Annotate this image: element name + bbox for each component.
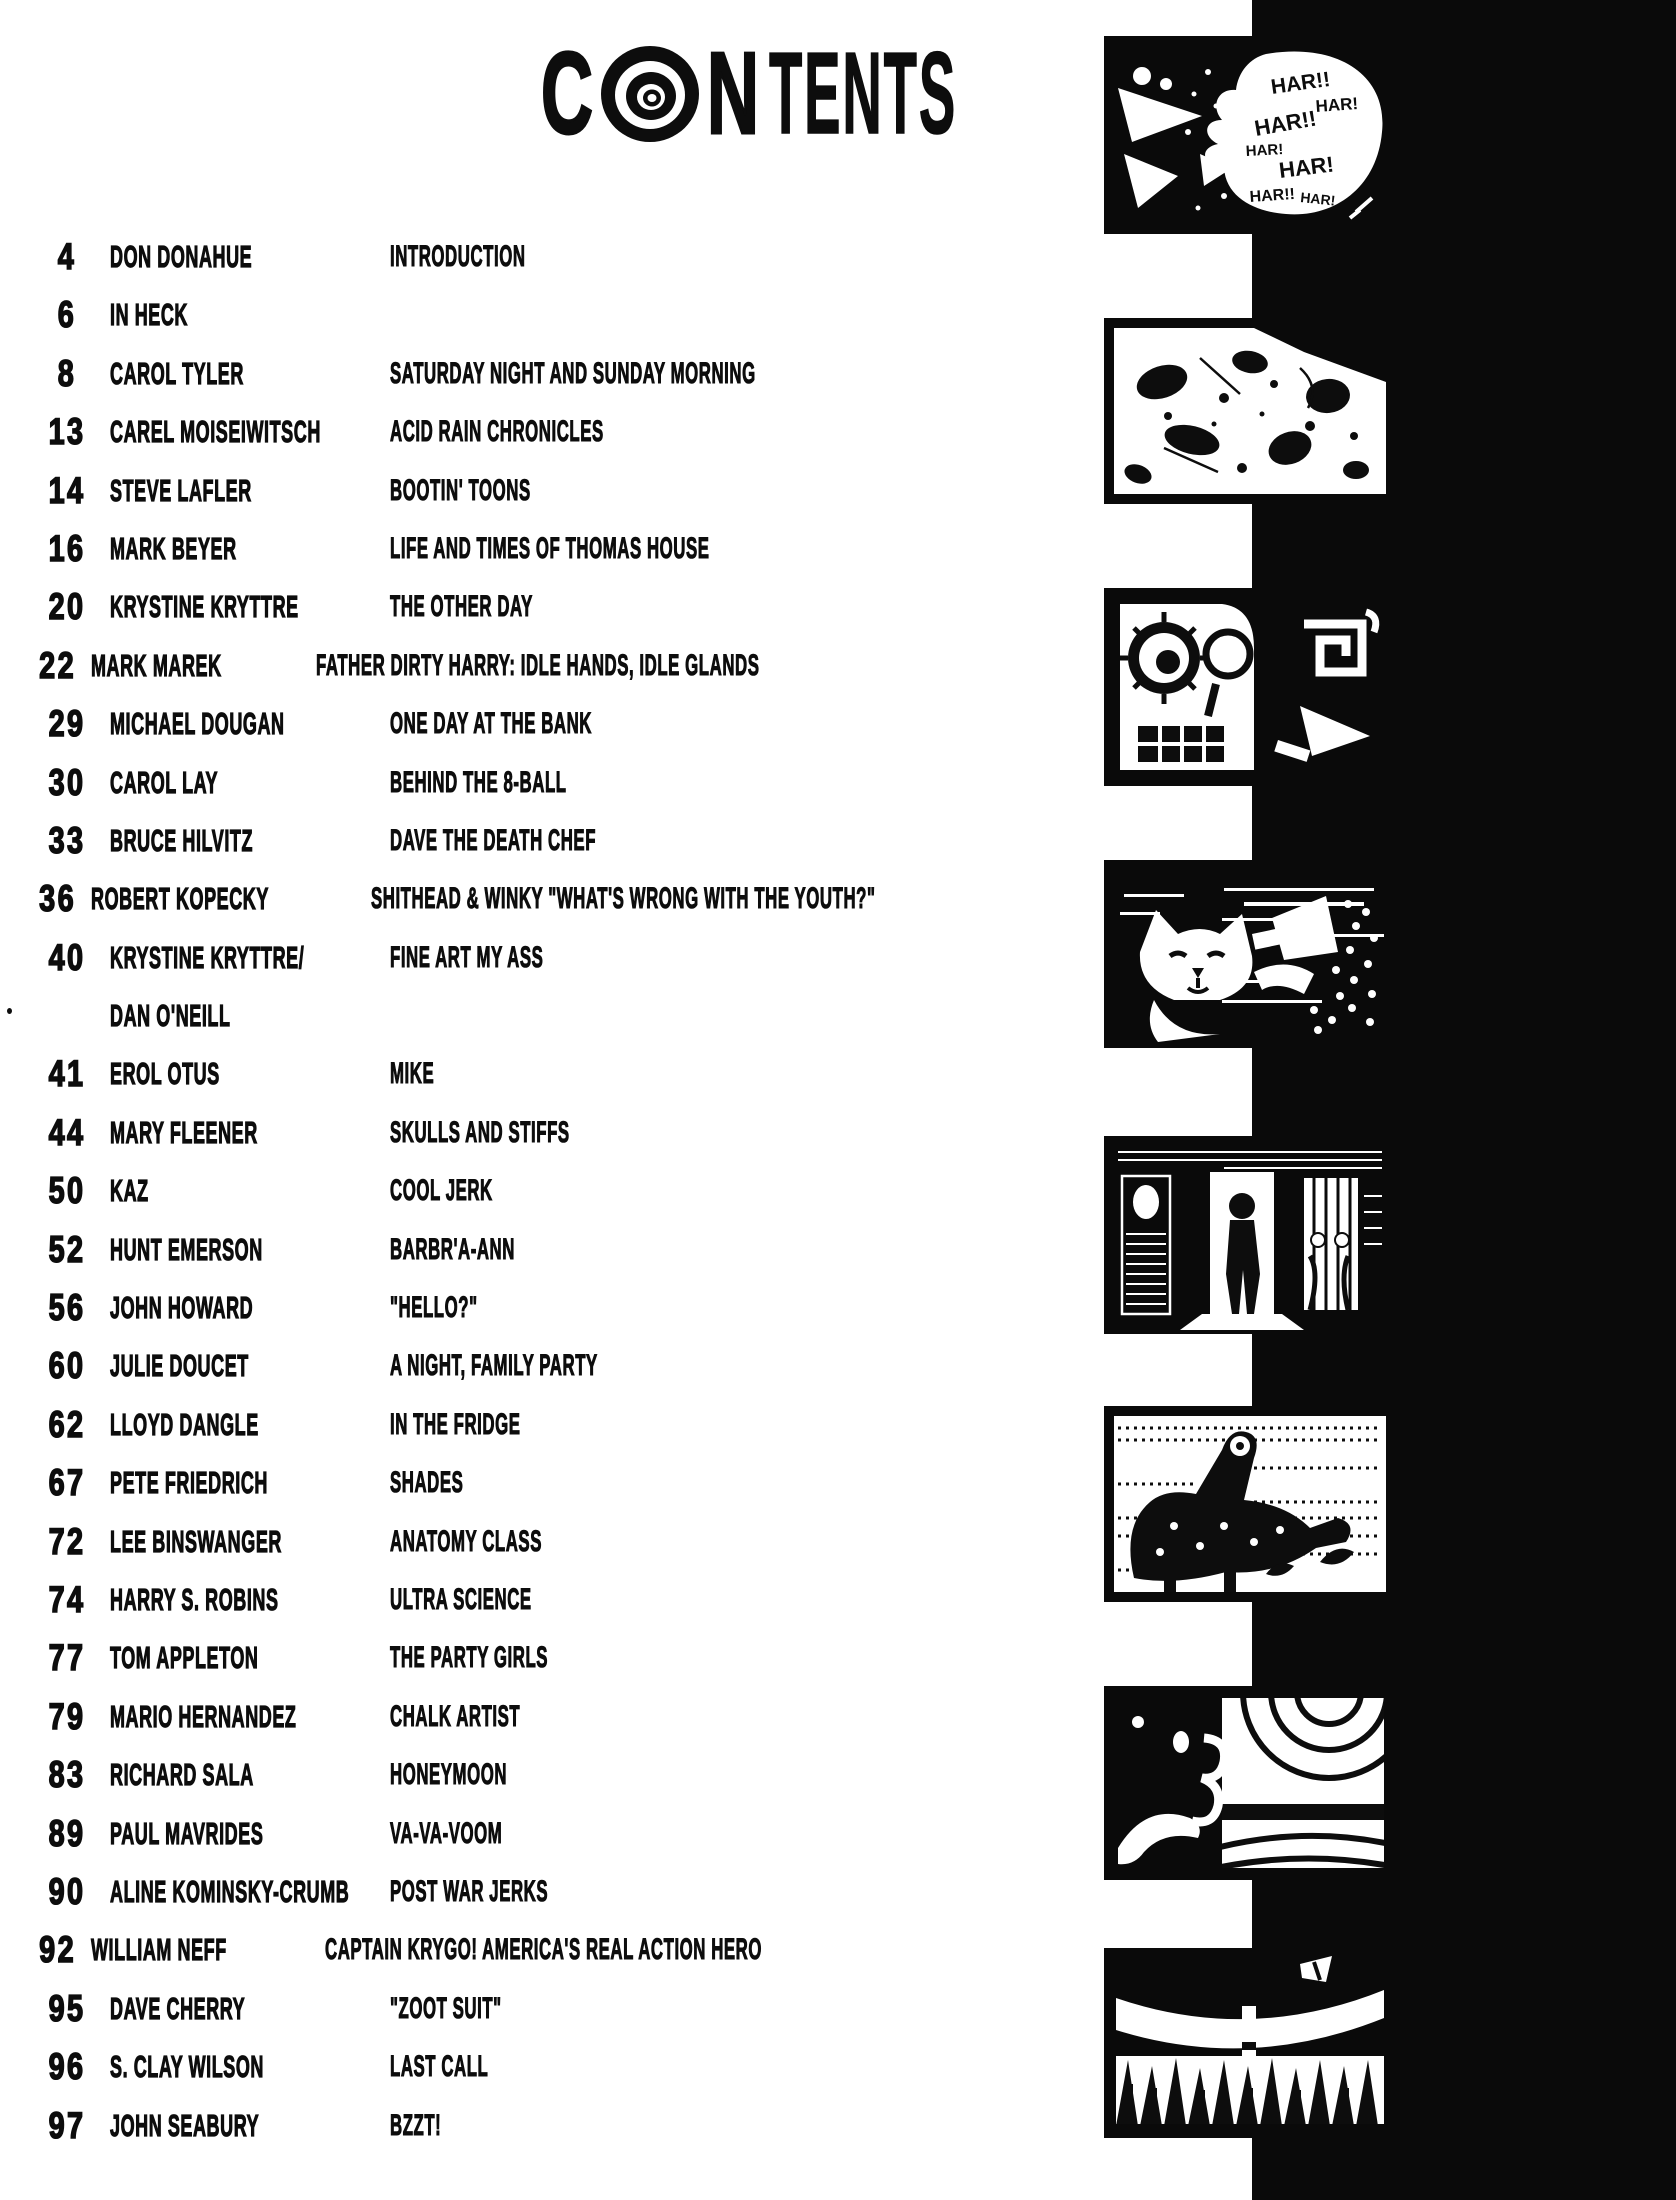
page-number: 20 [48, 586, 86, 628]
page-number: 14 [48, 469, 86, 511]
author-name: TOM APPLETON [110, 1640, 259, 1676]
story-title: LIFE AND TIMES OF THOMAS HOUSE [390, 531, 710, 565]
stray-ink-dot [7, 1008, 12, 1014]
author-cell [110, 1291, 390, 1349]
toc-row [34, 1695, 1094, 1758]
story-title: HONEYMOON [390, 1758, 508, 1792]
author-name: DAVE CHERRY [110, 1990, 246, 2026]
toc-row [34, 236, 1094, 298]
toc-row [34, 1579, 1094, 1641]
story-title: LAST CALL [390, 2050, 489, 2084]
story-title: THE OTHER DAY [390, 590, 533, 624]
page-number: 30 [48, 761, 86, 803]
page-number: 83 [48, 1754, 86, 1796]
author-cell [110, 2109, 390, 2167]
page-number: 4 [57, 236, 77, 277]
page-number: 16 [48, 527, 86, 569]
toc-row [34, 1987, 1094, 2050]
toc-row [34, 1228, 1094, 1291]
toc-row [34, 878, 1094, 940]
author-cell [110, 474, 390, 532]
author-name: BRUCE HILVITZ [110, 822, 254, 858]
page-number: 90 [48, 1870, 86, 1912]
author-cell [110, 1583, 390, 1641]
story-title: A NIGHT, FAMILY PARTY [390, 1349, 598, 1383]
art-panel-subway-doors [1104, 1136, 1396, 1334]
author-name: ALINE KOMINSKY-CRUMB [110, 1873, 350, 1909]
toc-row [34, 1637, 1094, 1699]
har-text: HAR! [1314, 94, 1359, 116]
author-cell [110, 766, 390, 824]
story-title: IN THE FRIDGE [390, 1407, 521, 1441]
author-cell [110, 1349, 390, 1407]
laughing-birds-art [1104, 36, 1396, 234]
author-cell [110, 1233, 390, 1291]
story-title: MIKE [390, 1057, 435, 1091]
toc-row [34, 819, 1094, 882]
page-number: 56 [48, 1287, 86, 1329]
har-text: HAR! [1245, 141, 1284, 160]
page-number: 95 [48, 1987, 86, 2029]
author-cell [91, 882, 371, 940]
page-number: 62 [48, 1403, 86, 1445]
author-name: WILLIAM NEFF [91, 1932, 227, 1968]
author-cell [110, 298, 390, 356]
author-name: KRYSTINE KRYTTRE [110, 589, 299, 625]
page-number: 22 [39, 644, 76, 686]
toc-row [34, 2104, 1094, 2167]
author-name: DON DONAHUE [110, 239, 253, 274]
abstract-face-art [1104, 588, 1396, 786]
art-panel-spotted-creature [1104, 1406, 1396, 1602]
toc-row [34, 469, 1094, 532]
story-title: ANATOMY CLASS [390, 1524, 542, 1558]
author-name: MARK BEYER [110, 530, 237, 566]
story-title: BOOTIN' TOONS [390, 473, 531, 507]
story-title: FATHER DIRTY HARRY: IDLE HANDS, IDLE GLANDS [316, 648, 760, 682]
page-number: 52 [48, 1228, 86, 1270]
toc-row [34, 1812, 1094, 1875]
story-title: ULTRA SCIENCE [390, 1583, 532, 1616]
toc-row [34, 761, 1094, 824]
page-number: 96 [48, 2046, 86, 2088]
story-title: FINE ART MY ASS [390, 940, 544, 974]
subway-doors-art [1104, 1136, 1396, 1334]
author-cell [110, 1174, 390, 1232]
toc-row [34, 586, 1094, 648]
author-name: MICHAEL DOUGAN [110, 706, 285, 742]
story-title: CHALK ARTIST [390, 1699, 521, 1733]
story-title: DAVE THE DEATH CHEF [390, 823, 597, 857]
page-number: 77 [48, 1637, 86, 1679]
toc-row [34, 1111, 1094, 1174]
story-title: SATURDAY NIGHT AND SUNDAY MORNING [390, 356, 756, 390]
author-name: JOHN SEABURY [110, 2107, 260, 2143]
page-number: 74 [48, 1579, 86, 1620]
story-title: THE PARTY GIRLS [390, 1641, 549, 1675]
title-letter-c: C [541, 28, 593, 158]
art-panel-tent-and-grass [1104, 1948, 1396, 2138]
page-number: 97 [48, 2104, 86, 2146]
har-text: HAR! [1277, 151, 1336, 183]
author-name: JULIE DOUCET [110, 1348, 249, 1384]
page-title [541, 28, 989, 158]
page-number: 36 [39, 878, 76, 920]
cat-megaphone-art [1104, 860, 1396, 1048]
tent-and-grass-art [1104, 1948, 1396, 2138]
page-number: 13 [48, 411, 86, 453]
page-number: 60 [48, 1345, 86, 1387]
page-number: 33 [48, 819, 86, 861]
author-cell [110, 1641, 390, 1699]
author-cell [91, 1933, 325, 1991]
author-name: JOHN HOWARD [110, 1290, 254, 1326]
author-name: LLOYD DANGLE [110, 1406, 259, 1442]
author-cell [110, 1992, 390, 2050]
boy-with-rings-art [1104, 1686, 1396, 1880]
toc-row [34, 294, 1094, 356]
toc-row [34, 2046, 1094, 2108]
ink-splatter-art [1104, 318, 1396, 504]
toc-row [34, 1403, 1094, 1466]
toc-row [34, 352, 1094, 415]
author-cell [110, 590, 390, 648]
author-cell [110, 1525, 390, 1583]
title-letter-n: N [707, 28, 759, 158]
toc-row [34, 1520, 1094, 1583]
author-cell [110, 1758, 390, 1816]
page-number: 40 [48, 936, 86, 978]
har-text: HAR!! [1249, 185, 1296, 206]
story-title: SKULLS AND STIFFS [390, 1115, 570, 1149]
toc-row [34, 1287, 1094, 1349]
toc-row [34, 1053, 1094, 1115]
toc-row [34, 936, 1094, 1058]
art-panel-ink-splatter [1104, 318, 1396, 504]
toc-row [34, 703, 1094, 765]
author-cell [110, 2050, 390, 2108]
story-title: "HELLO?" [390, 1291, 478, 1325]
story-title: "ZOOT SUIT" [390, 1991, 502, 2025]
toc-row [34, 1929, 1094, 1991]
author-cell [110, 415, 390, 473]
author-cell [110, 532, 390, 590]
author-cell [110, 707, 390, 765]
title-letters-tents: TENTS [769, 28, 958, 158]
page-number: 41 [48, 1053, 86, 1095]
page-number: 79 [48, 1695, 86, 1737]
author-name: PAUL MAVRIDES [110, 1815, 264, 1851]
author-name-second: DAN O'NEILL [110, 998, 231, 1034]
bullseye-o-icon [600, 46, 700, 142]
toc-row [34, 1170, 1094, 1232]
author-name: LEE BINSWANGER [110, 1523, 282, 1559]
author-cell [110, 941, 390, 1058]
art-panel-boy-with-rings [1104, 1686, 1396, 1880]
page-number: 8 [57, 352, 77, 394]
author-name: CAREL MOISEIWITSCH [110, 414, 321, 450]
author-cell [110, 1057, 390, 1115]
author-name: MARK MAREK [91, 647, 222, 683]
page-number: 89 [48, 1812, 86, 1854]
story-title: POST WAR JERKS [390, 1874, 549, 1908]
author-name: S. CLAY WILSON [110, 2049, 264, 2085]
toc-row [34, 527, 1094, 590]
author-cell [110, 824, 390, 882]
page-number: 44 [48, 1111, 86, 1153]
toc-row [34, 411, 1094, 473]
story-title: CAPTAIN KRYGO! AMERICA'S REAL ACTION HERO [325, 1933, 763, 1967]
toc-row [34, 644, 1094, 707]
author-name: KAZ [110, 1173, 149, 1209]
author-name: MARIO HERNANDEZ [110, 1698, 297, 1734]
story-title: BZZT! [390, 2108, 442, 2142]
story-title: VA-VA-VOOM [390, 1816, 503, 1850]
art-panel-abstract-face [1104, 588, 1396, 786]
har-text: HAR!! [1252, 105, 1319, 141]
author-name: CAROL TYLER [110, 355, 244, 391]
toc-row [34, 1345, 1094, 1407]
story-title: COOL JERK [390, 1174, 493, 1208]
author-name: PETE FRIEDRICH [110, 1465, 268, 1501]
author-name: IN HECK [110, 297, 188, 333]
story-title: INTRODUCTION [390, 240, 526, 273]
spotted-creature-art [1104, 1406, 1396, 1602]
page-number: 6 [57, 294, 77, 336]
author-name: HUNT EMERSON [110, 1231, 263, 1267]
author-name: KRYSTINE KRYTTRE/ [110, 939, 305, 975]
author-name: ROBERT KOPECKY [91, 881, 270, 917]
har-text: HAR! [1299, 189, 1337, 209]
page-number: 72 [48, 1520, 86, 1562]
story-title: ONE DAY AT THE BANK [390, 707, 593, 741]
toc-row [34, 1870, 1094, 1933]
author-cell [110, 1466, 390, 1524]
story-title: SHITHEAD & WINKY "WHAT'S WRONG WITH THE YOUTH?" [371, 882, 876, 916]
page-number: 29 [48, 703, 86, 745]
author-name: CAROL LAY [110, 764, 219, 800]
author-cell [110, 1116, 390, 1174]
author-cell [110, 357, 390, 415]
story-title: BARBR'A-ANN [390, 1232, 515, 1266]
author-cell [91, 649, 316, 707]
author-name: RICHARD SALA [110, 1757, 254, 1793]
author-cell [110, 1817, 390, 1875]
author-cell [110, 1875, 390, 1933]
story-title: SHADES [390, 1466, 464, 1500]
author-cell [110, 1700, 390, 1758]
author-name: HARRY S. ROBINS [110, 1582, 279, 1617]
har-text: HAR!! [1269, 67, 1332, 99]
page-number: 50 [48, 1170, 86, 1212]
toc-row [34, 1754, 1094, 1816]
contents-list [34, 236, 1094, 2167]
art-panel-laughing-birds [1104, 36, 1396, 234]
art-panel-cat-megaphone [1104, 860, 1396, 1048]
author-name: MARY FLEENER [110, 1114, 258, 1150]
story-title: ACID RAIN CHRONICLES [390, 415, 604, 449]
page-number: 92 [39, 1929, 76, 1971]
author-cell [110, 240, 390, 298]
author-name: EROL OTUS [110, 1056, 220, 1092]
story-title: BEHIND THE 8-BALL [390, 765, 567, 799]
page-number: 67 [48, 1462, 86, 1504]
author-name: STEVE LAFLER [110, 472, 252, 508]
toc-row [34, 1462, 1094, 1524]
author-cell [110, 1408, 390, 1466]
